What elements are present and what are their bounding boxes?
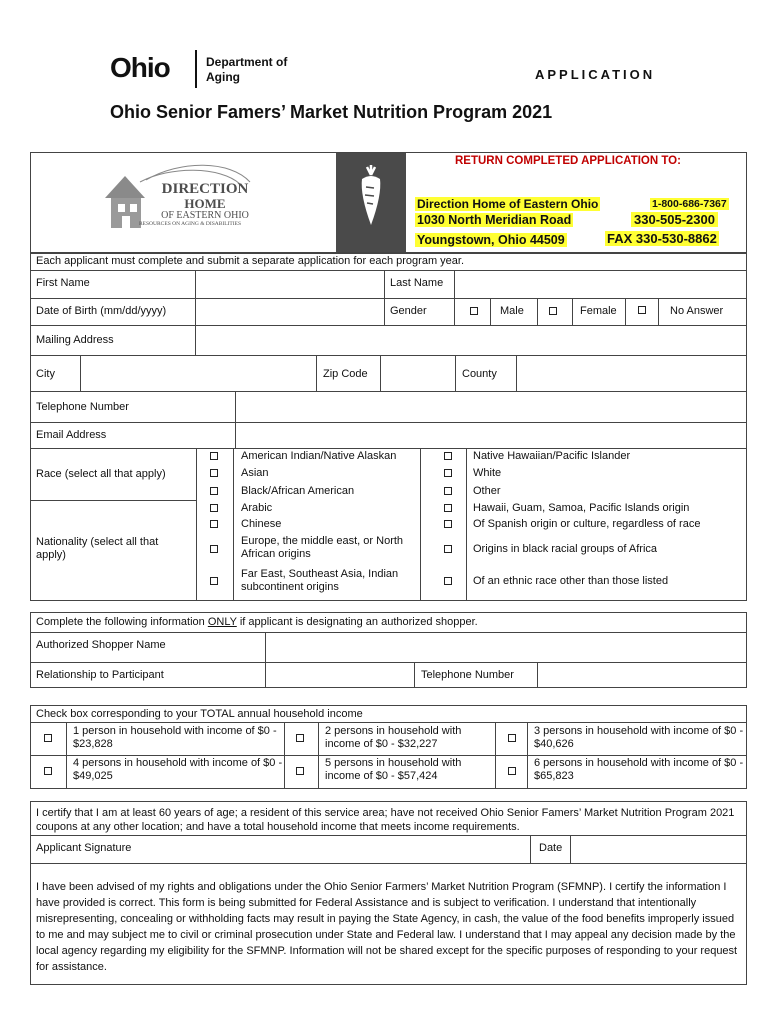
race-checkbox[interactable] [210, 487, 218, 495]
female-checkbox[interactable] [549, 307, 557, 315]
logo-text-home: HOME [184, 196, 226, 211]
row-divider [30, 863, 747, 864]
race-option: Black/African American [241, 485, 355, 497]
last-name-field[interactable] [454, 270, 747, 298]
race-checkbox[interactable] [210, 577, 218, 585]
shopper-instruction [36, 616, 478, 629]
income-option: 3 persons in household with income of $0 - $40,626 [534, 725, 744, 750]
race-checkbox[interactable] [210, 520, 218, 528]
gender-divider [490, 298, 491, 325]
department-name [206, 55, 287, 85]
race-option: Arabic [241, 502, 273, 514]
dob-field[interactable] [195, 298, 385, 325]
no-answer-checkbox[interactable] [638, 306, 646, 314]
county-field[interactable] [516, 355, 747, 391]
gender-divider [625, 298, 626, 325]
income-checkbox[interactable] [508, 767, 516, 775]
race-checkbox[interactable] [210, 452, 218, 460]
agency-phone-1: 1-800-686-7367 [652, 198, 727, 210]
gender-divider [572, 298, 573, 325]
race-option: Origins in black racial groups of Africa [473, 543, 658, 555]
no-answer-label: No Answer [670, 305, 724, 317]
gender-divider [454, 298, 455, 325]
male-checkbox[interactable] [470, 307, 478, 315]
race-option: Of an ethnic race other than those listed [473, 575, 669, 587]
race-option: White [473, 467, 502, 479]
telephone-field[interactable] [235, 391, 747, 422]
income-checkbox[interactable] [508, 734, 516, 742]
race-checkbox[interactable] [444, 577, 452, 585]
race-col-divider [420, 448, 421, 601]
relationship-field[interactable] [265, 662, 415, 688]
race-checkbox[interactable] [444, 487, 452, 495]
income-option: 5 persons in household with income of $0 - $57,424 [325, 757, 462, 782]
agency-name: Direction Home of Eastern Ohio [417, 197, 599, 211]
income-option: 1 person in household with income of $0 - $23,828 [73, 725, 277, 750]
race-checkbox[interactable] [210, 545, 218, 553]
mailing-field[interactable] [195, 325, 747, 355]
signature-field[interactable] [30, 835, 531, 863]
race-option: Native Hawaiian/Pacific Islander [473, 450, 631, 462]
race-checkbox[interactable] [210, 469, 218, 477]
agency-logo-text [138, 181, 260, 228]
race-checkbox[interactable] [210, 504, 218, 512]
agency-phone-2: 330-505-2300 [631, 212, 718, 227]
shopper-instruction-post: if applicant is designating an authorized shopper. [236, 616, 478, 628]
logo-divider [195, 50, 197, 88]
city-field[interactable] [80, 355, 317, 391]
date-field[interactable] [570, 835, 747, 863]
female-label: Female [580, 305, 617, 317]
race-checkbox[interactable] [444, 452, 452, 460]
first-name-field[interactable] [195, 270, 385, 298]
race-checkbox[interactable] [444, 469, 452, 477]
gender-divider [658, 298, 659, 325]
certify-statement: I certify that I am at least 60 years of age; a resident of this service area; have not received Ohio Senior Famers’ Market Nutrition Program 2021 coupons at any other location; and have a total household income that meets income requirements. [36, 807, 735, 833]
logo-text-direction: DIRECTION [161, 181, 249, 197]
race-option: Asian [241, 467, 269, 479]
first-name-label: First Name [36, 277, 90, 289]
application-label: APPLICATION [535, 67, 656, 82]
return-label: RETURN COMPLETED APPLICATION TO: [455, 155, 681, 167]
shopper-telephone-field[interactable] [537, 662, 747, 688]
mailing-label: Mailing Address [36, 334, 114, 346]
relationship-label: Relationship to Participant [36, 669, 164, 681]
race-option: Other [473, 485, 501, 497]
carrot-icon [336, 153, 406, 252]
income-option: 2 persons in household with income of $0 - $32,227 [325, 725, 462, 750]
email-label: Email Address [36, 429, 107, 441]
department-line-1: Department of [206, 55, 288, 69]
gender-label: Gender [390, 305, 427, 317]
race-option: Far East, Southeast Asia, Indian subcontinent origins [241, 568, 399, 593]
email-field[interactable] [235, 422, 747, 448]
race-col-divider [233, 448, 234, 601]
race-option: Hawaii, Guam, Samoa, Pacific Islands origin [473, 502, 690, 514]
race-checkbox[interactable] [444, 504, 452, 512]
race-option: Europe, the middle east, or North African origins [241, 535, 404, 560]
income-instruction: Check box corresponding to your TOTAL annual household income [36, 708, 363, 720]
county-label: County [462, 368, 497, 380]
nationality-label: Nationality (select all that apply) [36, 536, 159, 561]
shopper-instruction-pre: Complete the following information [36, 616, 208, 628]
page-title: Ohio Senior Famers’ Market Nutrition Program 2021 [110, 102, 553, 122]
logo-text-eastern: OF EASTERN OHIO [161, 210, 249, 221]
applicant-instruction: Each applicant must complete and submit a separate application for each program year. [36, 255, 465, 267]
race-checkbox[interactable] [444, 545, 452, 553]
income-checkbox[interactable] [44, 767, 52, 775]
race-label: Race (select all that apply) [36, 468, 166, 480]
dob-label: Date of Birth (mm/dd/yyyy) [36, 305, 167, 317]
income-option: 4 persons in household with income of $0 - $49,025 [73, 757, 283, 782]
city-label: City [36, 368, 55, 380]
carrot-logo [336, 153, 406, 252]
signature-label: Applicant Signature [36, 842, 132, 854]
income-option: 6 persons in household with income of $0 - $65,823 [534, 757, 744, 782]
income-checkbox[interactable] [296, 767, 304, 775]
logo-text-tagline: RESOURCES ON AGING & DISABILITIES [138, 221, 242, 227]
gender-divider [537, 298, 538, 325]
shopper-instruction-only: ONLY [207, 616, 237, 628]
agency-street: 1030 North Meridian Road [417, 213, 572, 227]
row-divider [30, 298, 747, 299]
race-divider [30, 500, 196, 501]
ohio-logo: Ohio [110, 52, 170, 83]
shopper-name-label: Authorized Shopper Name [36, 639, 166, 651]
row-divider [30, 722, 747, 723]
department-line-2: Aging [206, 70, 240, 84]
income-checkbox[interactable] [44, 734, 52, 742]
zip-label: Zip Code [323, 368, 368, 380]
agency-fax: FAX 330-530-8862 [607, 231, 717, 246]
agency-city: Youngstown, Ohio 44509 [417, 233, 565, 247]
date-label: Date [539, 842, 563, 854]
race-col-divider [196, 448, 197, 601]
last-name-label: Last Name [390, 277, 444, 289]
race-col-divider [466, 448, 467, 601]
row-divider [30, 755, 747, 756]
telephone-label: Telephone Number [36, 401, 129, 413]
race-option: American Indian/Native Alaskan [241, 450, 397, 462]
race-checkbox[interactable] [444, 520, 452, 528]
rights-statement: I have been advised of my rights and obligations under the Ohio Senior Farmers’ Market Nutrition Program (SFMNP). I certify the information I have provided is correct. This form is being submitted for Federal Assistance and is subject to verification. I understand that intentionally misrepresenting, concealing or withholding facts may result in paying the State Agency, in cash, the value of the food benefits improperly issued to me and may subject me to civil or criminal prosecution under State and Federal law. I understand that I may appeal any decision made by the local agency regarding my eligibility for the SFMNP. Information will not be shared except for the specific purposes of responding to your request for assistance. [36, 881, 738, 973]
race-option: Of Spanish origin or culture, regardless of race [473, 518, 701, 530]
shopper-telephone-label: Telephone Number [421, 669, 514, 681]
zip-field[interactable] [380, 355, 456, 391]
male-label: Male [500, 305, 524, 317]
income-checkbox[interactable] [296, 734, 304, 742]
race-option: Chinese [241, 518, 282, 530]
shopper-name-field[interactable] [265, 632, 747, 662]
row-divider [30, 448, 747, 449]
